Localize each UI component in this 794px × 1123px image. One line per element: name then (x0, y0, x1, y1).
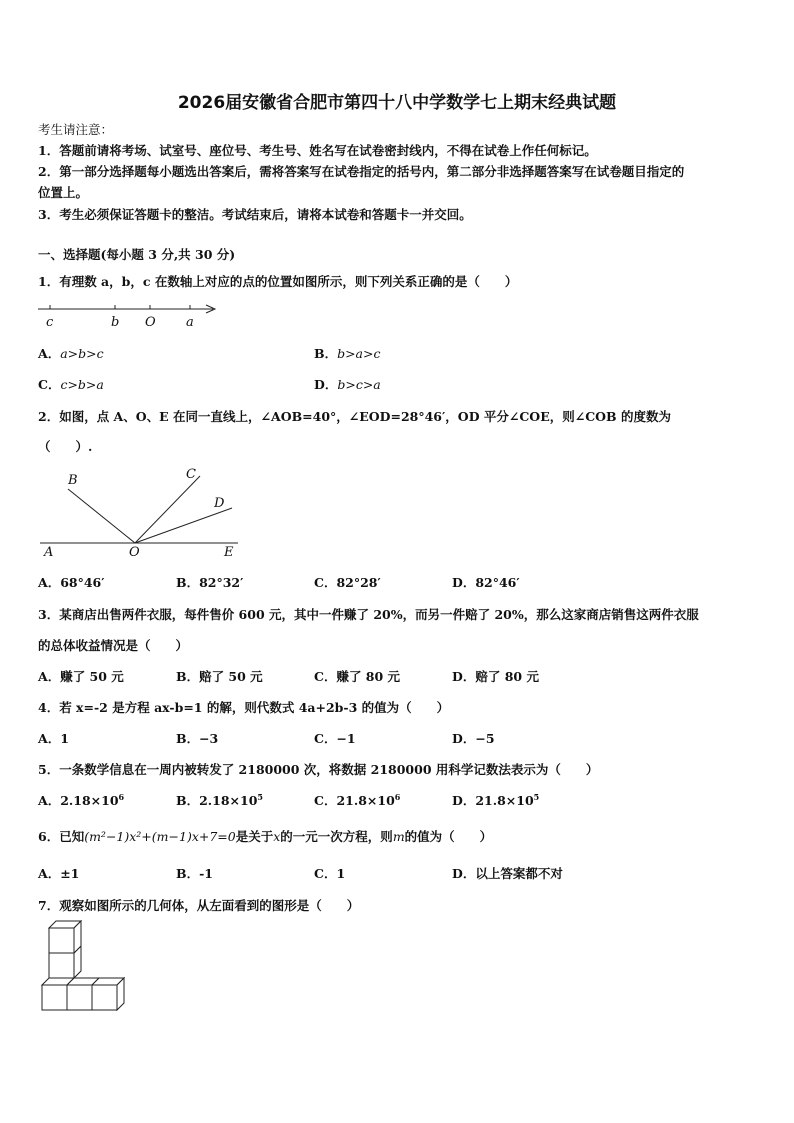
q4-option-b[interactable]: B．−3 (176, 731, 219, 746)
question-4-stem: 4．若 x=-2 是方程 ax-b=1 的解，则代数式 4a+2b-3 的值为（ ） (38, 700, 450, 715)
q4-option-d[interactable]: D．−5 (452, 731, 495, 746)
q5-option-a[interactable]: A．$2.18\times 10^6$ (38, 791, 125, 808)
cube-front-face (42, 985, 67, 1010)
angle-figure (40, 462, 245, 562)
notice-item: 位置上。 (38, 185, 89, 200)
q3-option-a[interactable]: A．赚了 50 元 (38, 669, 124, 684)
q3-option-d[interactable]: D．赔了 80 元 (452, 669, 539, 684)
q1-option-b[interactable]: B．b>a>c (314, 346, 381, 361)
q5-option-d[interactable]: D．$21.8\times 10^5$ (452, 791, 540, 808)
notice-item: 1．答题前请将考场、试室号、座位号、考生号、姓名写在试卷密封线内，不得在试卷上作任何标记。 (38, 143, 597, 158)
point-label-b: B (68, 473, 78, 488)
ray-ob (68, 489, 135, 543)
ray-od (135, 508, 232, 543)
notice-item: 3．考生必须保证答题卡的整洁。考试结束后，请将本试卷和答题卡一并交回。 (38, 207, 472, 222)
question-2-stem-cont: （ ）. (38, 439, 93, 454)
question-3-stem-cont: 的总体收益情况是（ ） (38, 638, 189, 653)
q5-option-b[interactable]: B．$2.18\times 10^5$ (176, 791, 263, 808)
section-heading: 一、选择题(每小题 3 分,共 30 分) (38, 247, 236, 262)
cube-solid-figure (40, 928, 130, 1013)
ray-oc (135, 476, 200, 543)
question-6-stem: 6．已知(m²−1)x²+(m−1)x+7=0是关于x的一元一次方程，则m的值为（ ） (38, 829, 493, 844)
page-title: 2026届安徽省合肥市第四十八中学数学七上期末经典试题 (177, 93, 617, 113)
cube-front-face (67, 985, 92, 1010)
point-label-o: O (129, 545, 140, 560)
q3-option-b[interactable]: B．赔了 50 元 (176, 669, 263, 684)
axis-label-c: c (46, 315, 54, 330)
q1-option-a[interactable]: A．a>b>c (38, 346, 104, 361)
cube-front-face (49, 953, 74, 978)
q4-option-a[interactable]: A．1 (38, 731, 69, 746)
question-1-stem: 1．有理数 a，b，c 在数轴上对应的点的位置如图所示，则下列关系正确的是（ ） (38, 274, 518, 289)
q2-option-b[interactable]: B．82°32′ (176, 575, 244, 590)
q2-option-d[interactable]: D．82°46′ (452, 575, 520, 590)
cube-front-face (49, 928, 74, 953)
q5-option-c[interactable]: C．$21.8\times 10^6$ (314, 791, 401, 808)
question-3-stem: 3．某商店出售两件衣服，每件售价 600 元，其中一件赚了 20%，而另一件赔了 20%，那么这家商店销售这两件衣服 (38, 607, 699, 622)
q1-option-d[interactable]: D．b>c>a (314, 377, 381, 392)
point-label-c: C (186, 467, 196, 482)
q6-option-a[interactable]: A．±1 (38, 866, 80, 881)
q6-option-c[interactable]: C．1 (314, 866, 346, 881)
axis-label-b: b (111, 315, 120, 330)
q1-option-c[interactable]: C．c>b>a (38, 377, 104, 392)
cube-front-face (92, 985, 117, 1010)
equation: (m²−1)x²+(m−1)x+7=0 (84, 829, 236, 844)
number-line-figure (38, 300, 228, 332)
q2-option-c[interactable]: C．82°28′ (314, 575, 381, 590)
q4-option-c[interactable]: C．−1 (314, 731, 356, 746)
q2-option-a[interactable]: A．68°46′ (38, 575, 105, 590)
question-5-stem: 5．一条数学信息在一周内被转发了 2180000 次，将数据 2180000 用科学记数法表示为（ ） (38, 762, 599, 777)
q3-option-c[interactable]: C．赚了 80 元 (314, 669, 401, 684)
axis-label-o: O (145, 315, 156, 330)
question-2-stem: 2．如图，点 A、O、E 在同一直线上，∠AOB=40°，∠EOD=28°46′，OD 平分∠COE，则∠COB 的度数为 (38, 409, 671, 424)
notice-heading: 考生请注意： (38, 122, 114, 137)
question-7-stem: 7．观察如图所示的几何体，从左面看到的图形是（ ） (38, 898, 360, 913)
notice-item: 2．第一部分选择题每小题选出答案后，需将答案写在试卷指定的括号内，第二部分非选择题答案写在试卷题目指定的 (38, 164, 685, 179)
point-label-a: A (44, 545, 54, 560)
q6-option-d[interactable]: D．以上答案都不对 (452, 866, 563, 881)
point-label-e: E (224, 545, 234, 560)
q6-option-b[interactable]: B．-1 (176, 866, 213, 881)
axis-label-a: a (186, 315, 194, 330)
point-label-d: D (214, 496, 225, 511)
